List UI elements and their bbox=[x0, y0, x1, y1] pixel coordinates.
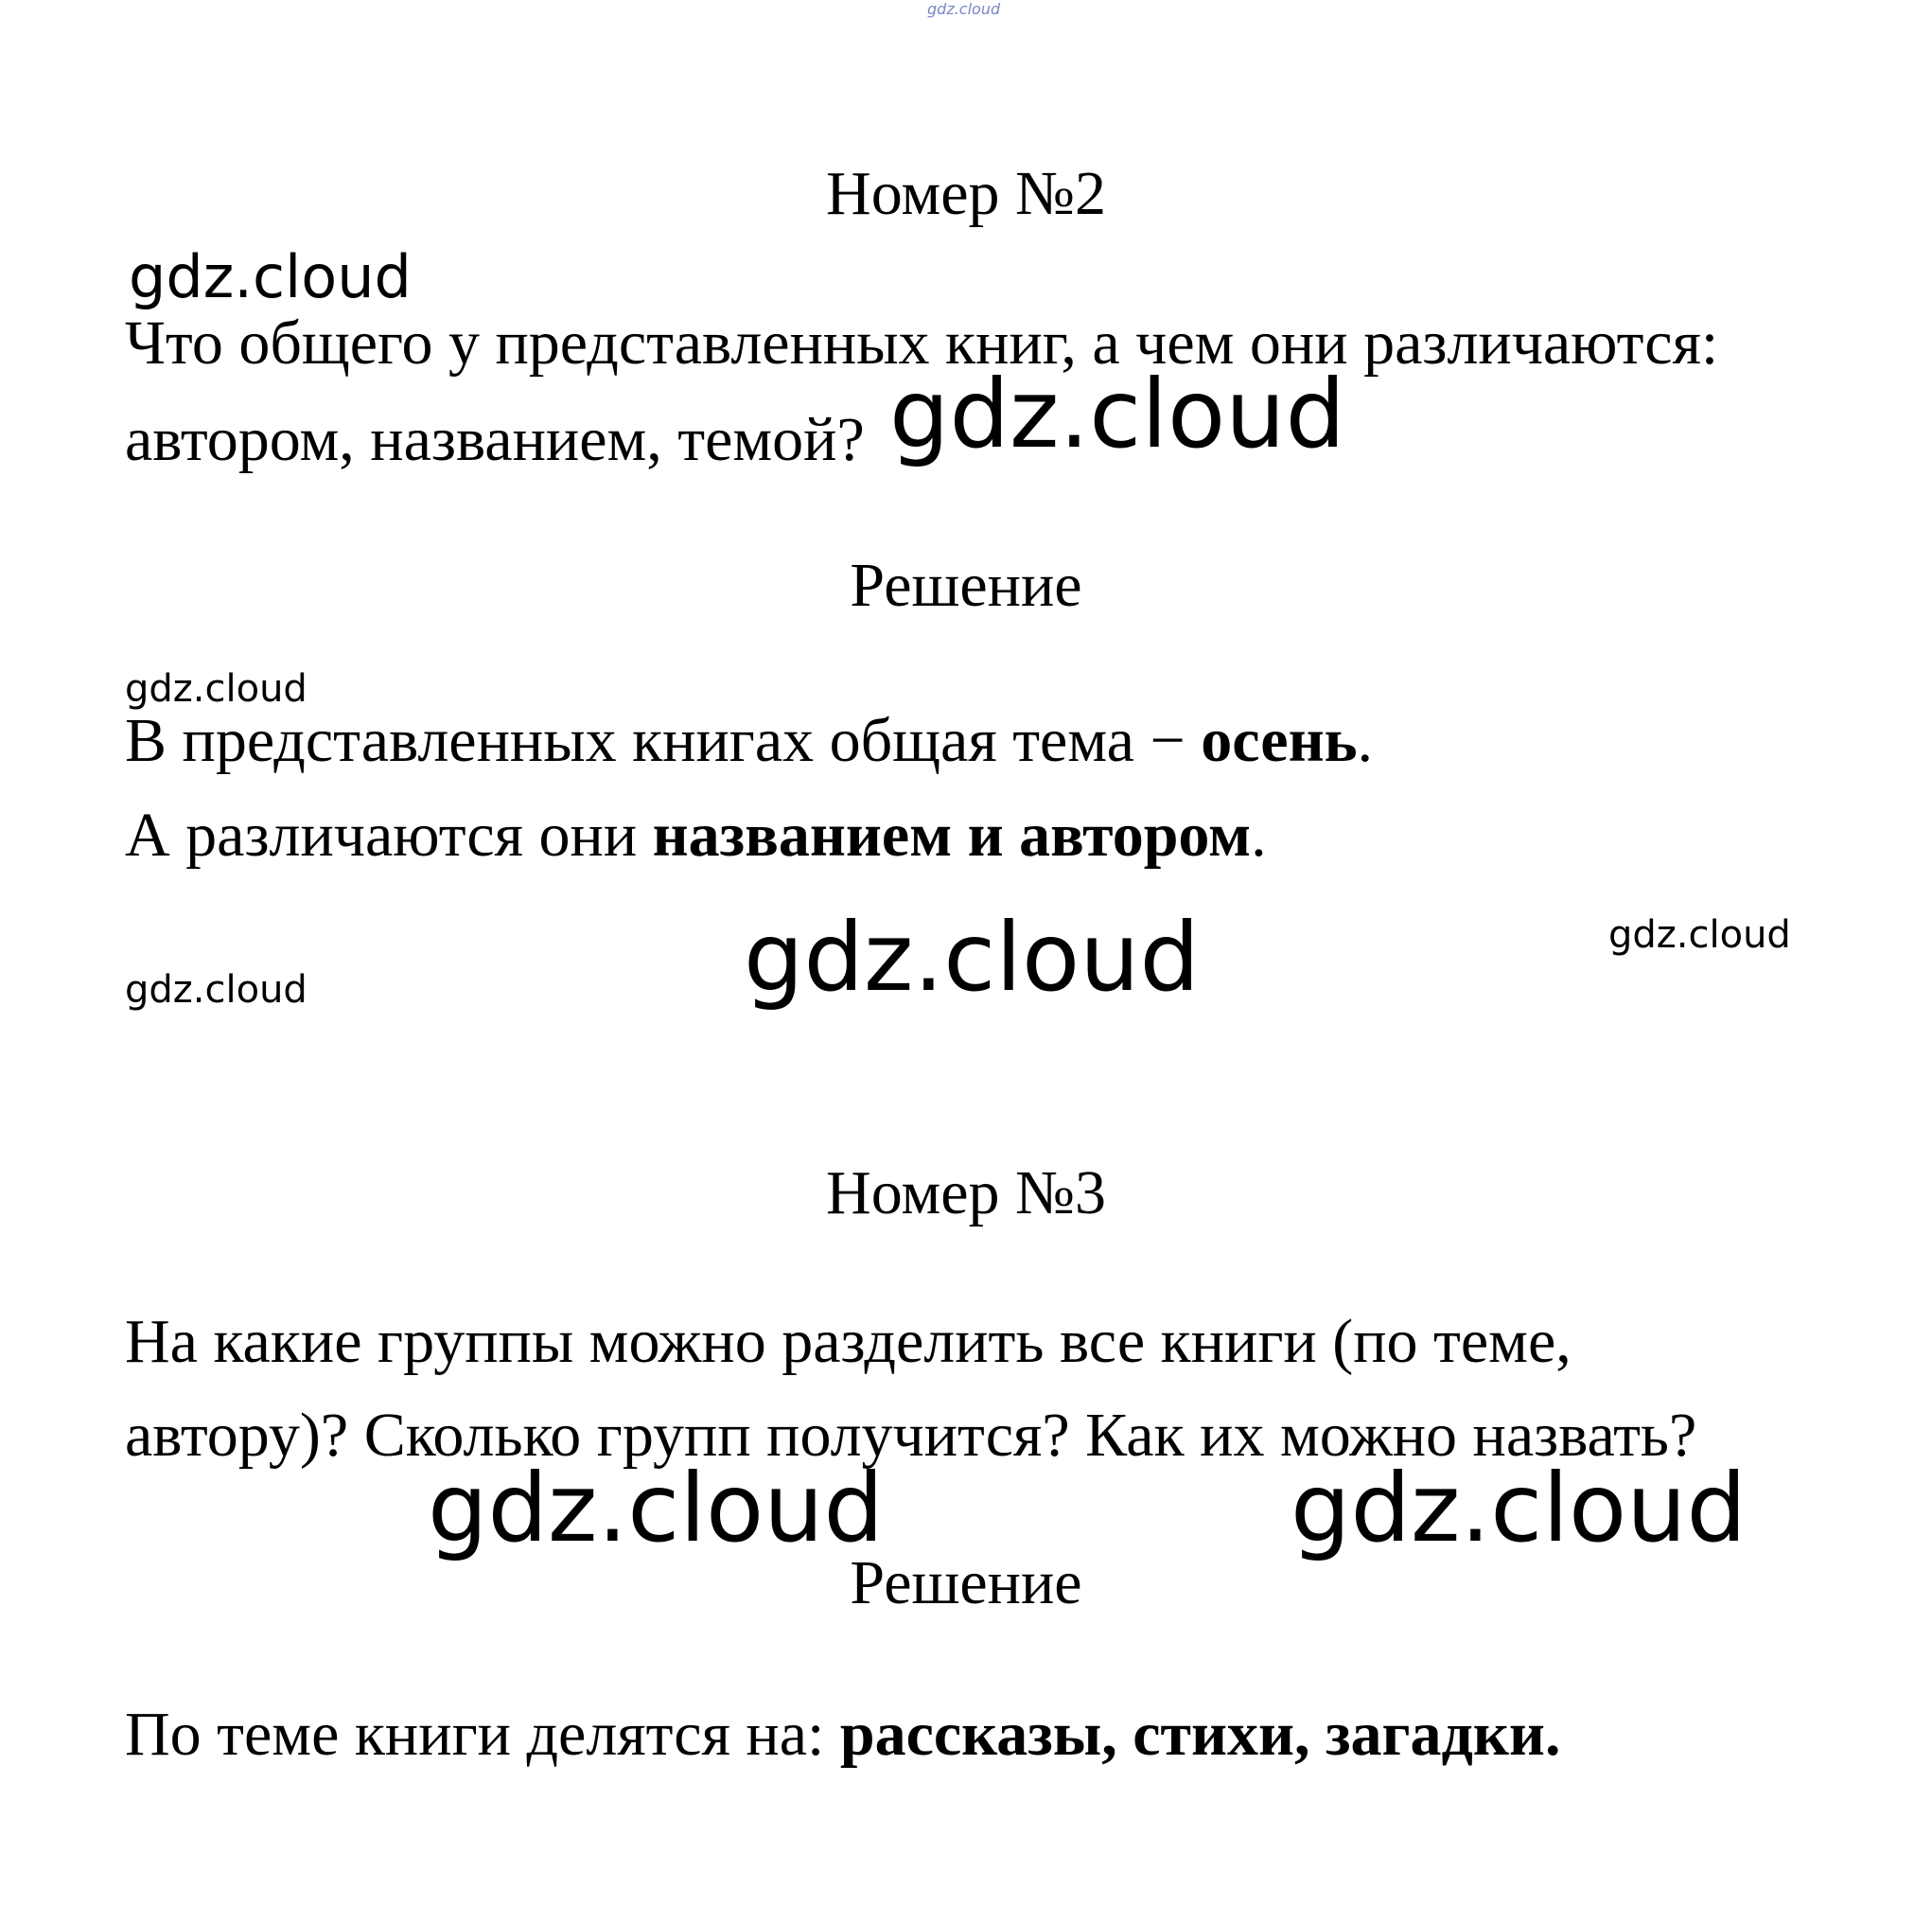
task2-title: Номер №2 bbox=[826, 159, 1106, 228]
task3-answer-line1 bbox=[125, 1700, 1561, 1769]
watermark-1: gdz.cloud bbox=[129, 242, 412, 311]
task3-title: Номер №3 bbox=[826, 1158, 1106, 1227]
task2-answer2-prefix: А различаются они bbox=[125, 801, 653, 870]
task2-answer-line2 bbox=[125, 801, 1267, 870]
task2-solution-title: Решение bbox=[850, 551, 1082, 620]
watermark-6: gdz.cloud bbox=[125, 968, 307, 1012]
watermark-top: gdz.cloud bbox=[927, 0, 1001, 18]
task2-answer2-suffix: . bbox=[1251, 801, 1267, 870]
task2-answer-line1 bbox=[125, 706, 1374, 775]
task2-answer2-bold: названием и автором bbox=[652, 801, 1252, 870]
task2-answer1-prefix: В представленных книгах общая тема − bbox=[125, 706, 1202, 775]
task2-question-line1: Что общего у представленных книг, а чем они различаются: bbox=[125, 309, 1719, 378]
task3-question-line1: На какие группы можно разделить все книги (по теме, bbox=[125, 1307, 1572, 1376]
task3-answer1-bold: рассказы, стихи, загадки. bbox=[839, 1700, 1561, 1769]
task3-answer1-prefix: По теме книги делятся на: bbox=[125, 1700, 840, 1769]
task2-answer1-bold: осень bbox=[1201, 706, 1358, 775]
watermark-5: gdz.cloud bbox=[744, 902, 1201, 1013]
watermark-4: gdz.cloud bbox=[1608, 913, 1791, 957]
watermark-3: gdz.cloud bbox=[125, 667, 307, 711]
watermark-7: gdz.cloud bbox=[428, 1453, 885, 1563]
watermark-2: gdz.cloud bbox=[889, 359, 1346, 469]
task2-answer1-suffix: . bbox=[1357, 706, 1374, 775]
watermark-8: gdz.cloud bbox=[1291, 1453, 1748, 1563]
task3-solution-title: Решение bbox=[850, 1548, 1082, 1617]
task3-question-line2: автору)? Сколько групп получится? Как их можно назвать? bbox=[125, 1401, 1697, 1470]
task2-question-line2: автором, названием, темой? bbox=[125, 405, 865, 474]
